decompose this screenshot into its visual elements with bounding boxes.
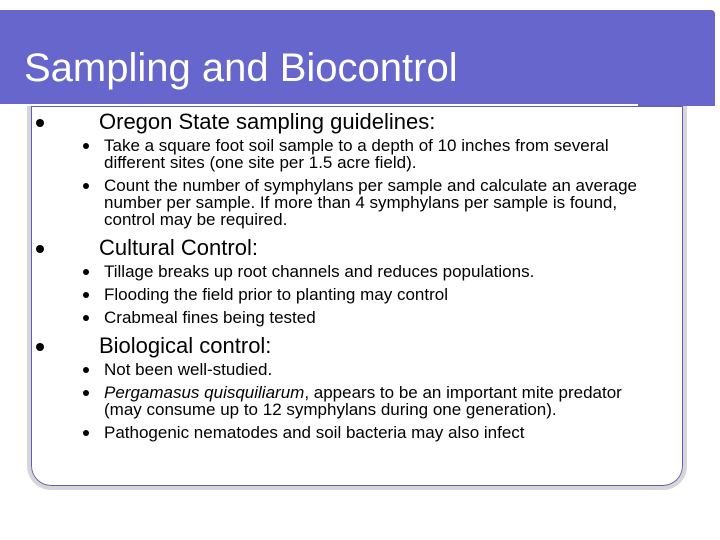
list-item — [36, 177, 664, 228]
list-item — [36, 309, 664, 326]
bullet-dot — [83, 269, 89, 275]
list-item-text: Flooding the field prior to planting may control — [104, 285, 448, 304]
bullet-dot — [36, 119, 44, 127]
title-bar — [0, 10, 715, 106]
list-item-text: Crabmeal fines being tested — [104, 308, 316, 327]
bullet-dot — [36, 245, 44, 253]
section-heading: Oregon State sampling guidelines: — [99, 109, 436, 134]
bullet-dot — [83, 315, 89, 321]
list-item-text: Not been well-studied. — [104, 360, 273, 379]
bullet-biological-control — [36, 334, 686, 358]
species-name: Pergamasus quisquiliarum — [104, 383, 305, 402]
bullet-dot — [83, 143, 89, 149]
sub-list — [36, 137, 686, 228]
bullet-dot — [83, 430, 89, 436]
list-item — [36, 263, 664, 280]
bullet-cultural-control — [36, 236, 686, 260]
slide-title: Sampling and Biocontrol — [24, 46, 458, 90]
list-item-text: Pathogenic nematodes and soil bacteria may also infect — [104, 423, 525, 442]
list-item-text: Count the number of symphylans per sample and calculate an average number per sample. If more than 4 symphylans per sample is found, control may be required. — [104, 176, 637, 229]
bullet-dot — [83, 292, 89, 298]
bullet-dot — [83, 390, 89, 396]
sub-list — [36, 263, 686, 326]
section-heading: Cultural Control: — [99, 235, 258, 260]
list-item-text: , appears to be an important mite predator (may consume up to 12 symphylans during one generation). — [104, 383, 622, 419]
bullet-dot — [83, 367, 89, 373]
list-item — [36, 137, 664, 171]
list-item — [36, 361, 664, 378]
list-item — [36, 424, 664, 441]
section-heading: Biological control: — [99, 333, 272, 358]
bullet-dot — [36, 343, 44, 351]
list-item — [36, 384, 664, 418]
sub-list — [36, 361, 686, 441]
bullet-oregon-guidelines — [36, 110, 686, 134]
slide-content — [36, 110, 686, 449]
list-item-text: Tillage breaks up root channels and reduces populations. — [104, 262, 535, 281]
list-item-text: Take a square foot soil sample to a depth of 10 inches from several different sites (one site per 1.5 acre field). — [104, 136, 609, 172]
list-item — [36, 286, 664, 303]
bullet-dot — [83, 183, 89, 189]
